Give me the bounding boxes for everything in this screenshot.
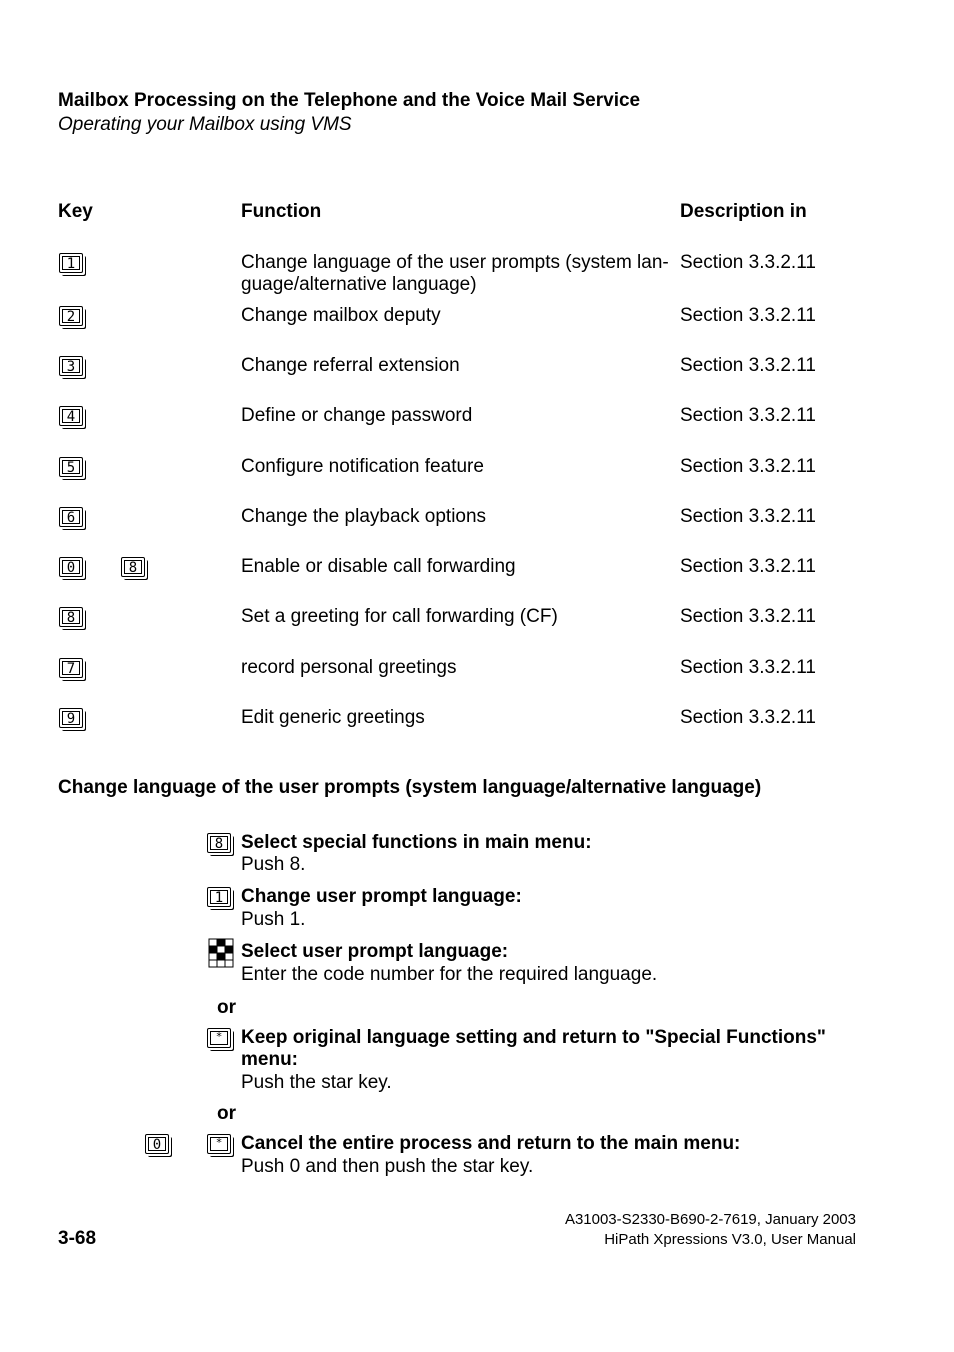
function-text: Change language of the user prompts (system lan-: [241, 252, 669, 273]
page-header-title: Mailbox Processing on the Telephone and the Voice Mail Service: [58, 90, 641, 111]
key-2-icon: 2: [59, 306, 83, 326]
key-0-icon: 0: [145, 1134, 169, 1154]
description-text: Section 3.3.2.11: [680, 707, 816, 728]
function-text-continued: guage/alternative language): [241, 274, 477, 295]
key-7-icon: 7: [59, 658, 83, 678]
column-header-key: Key: [58, 201, 93, 222]
step-title: Cancel the entire process and return to the main menu:: [241, 1133, 741, 1154]
function-text: Change referral extension: [241, 355, 460, 376]
key-8-icon: 8: [121, 557, 145, 577]
function-text: Enable or disable call forwarding: [241, 556, 516, 577]
description-text: Section 3.3.2.11: [680, 405, 816, 426]
section-heading: Change language of the user prompts (system language/alternative language): [58, 777, 762, 798]
key-9-icon: 9: [59, 708, 83, 728]
keypad-grid-icon: [208, 938, 234, 968]
step-title: Keep original language setting and return to "Special Functions": [241, 1027, 826, 1048]
page-header-subtitle: Operating your Mailbox using VMS: [58, 114, 352, 135]
step-title: Change user prompt language:: [241, 886, 522, 907]
description-text: Section 3.3.2.11: [680, 456, 816, 477]
function-text: Set a greeting for call forwarding (CF): [241, 606, 558, 627]
function-text: Define or change password: [241, 405, 473, 426]
description-text: Section 3.3.2.11: [680, 556, 816, 577]
key-8-icon: 8: [59, 607, 83, 627]
function-text: record personal greetings: [241, 657, 457, 678]
description-text: Section 3.3.2.11: [680, 252, 816, 273]
key-3-icon: 3: [59, 356, 83, 376]
step-body: Push 1.: [241, 909, 306, 930]
column-header-description: Description in: [680, 201, 807, 222]
function-text: Change the playback options: [241, 506, 487, 527]
star-key-icon: *: [207, 1134, 231, 1154]
key-1-icon: 1: [59, 253, 83, 273]
star-key-icon: *: [207, 1028, 231, 1048]
step-body: Push 0 and then push the star key.: [241, 1156, 534, 1177]
function-text: Change mailbox deputy: [241, 305, 441, 326]
function-text: Edit generic greetings: [241, 707, 425, 728]
description-text: Section 3.3.2.11: [680, 657, 816, 678]
description-text: Section 3.3.2.11: [680, 506, 816, 527]
step-title: Select user prompt language:: [241, 941, 509, 962]
footer-manual-title: HiPath Xpressions V3.0, User Manual: [604, 1231, 856, 1248]
footer-doc-id: A31003-S2330-B690-2-7619, January 2003: [564, 1211, 856, 1228]
step-body: Push the star key.: [241, 1072, 392, 1093]
step-body: Push 8.: [241, 854, 306, 875]
key-1-icon: 1: [207, 887, 231, 907]
column-header-function: Function: [241, 201, 322, 222]
page-number: 3-68: [58, 1228, 97, 1249]
function-text: Configure notification feature: [241, 456, 484, 477]
description-text: Section 3.3.2.11: [680, 606, 816, 627]
key-5-icon: 5: [59, 457, 83, 477]
step-title-continued: menu:: [241, 1049, 298, 1070]
description-text: Section 3.3.2.11: [680, 305, 816, 326]
or-label: or: [217, 997, 236, 1018]
step-title: Select special functions in main menu:: [241, 832, 592, 853]
description-text: Section 3.3.2.11: [680, 355, 816, 376]
key-6-icon: 6: [59, 507, 83, 527]
step-body: Enter the code number for the required language.: [241, 964, 658, 985]
key-4-icon: 4: [59, 406, 83, 426]
key-8-icon: 8: [207, 833, 231, 853]
key-0-icon: 0: [59, 557, 83, 577]
or-label: or: [217, 1103, 236, 1124]
